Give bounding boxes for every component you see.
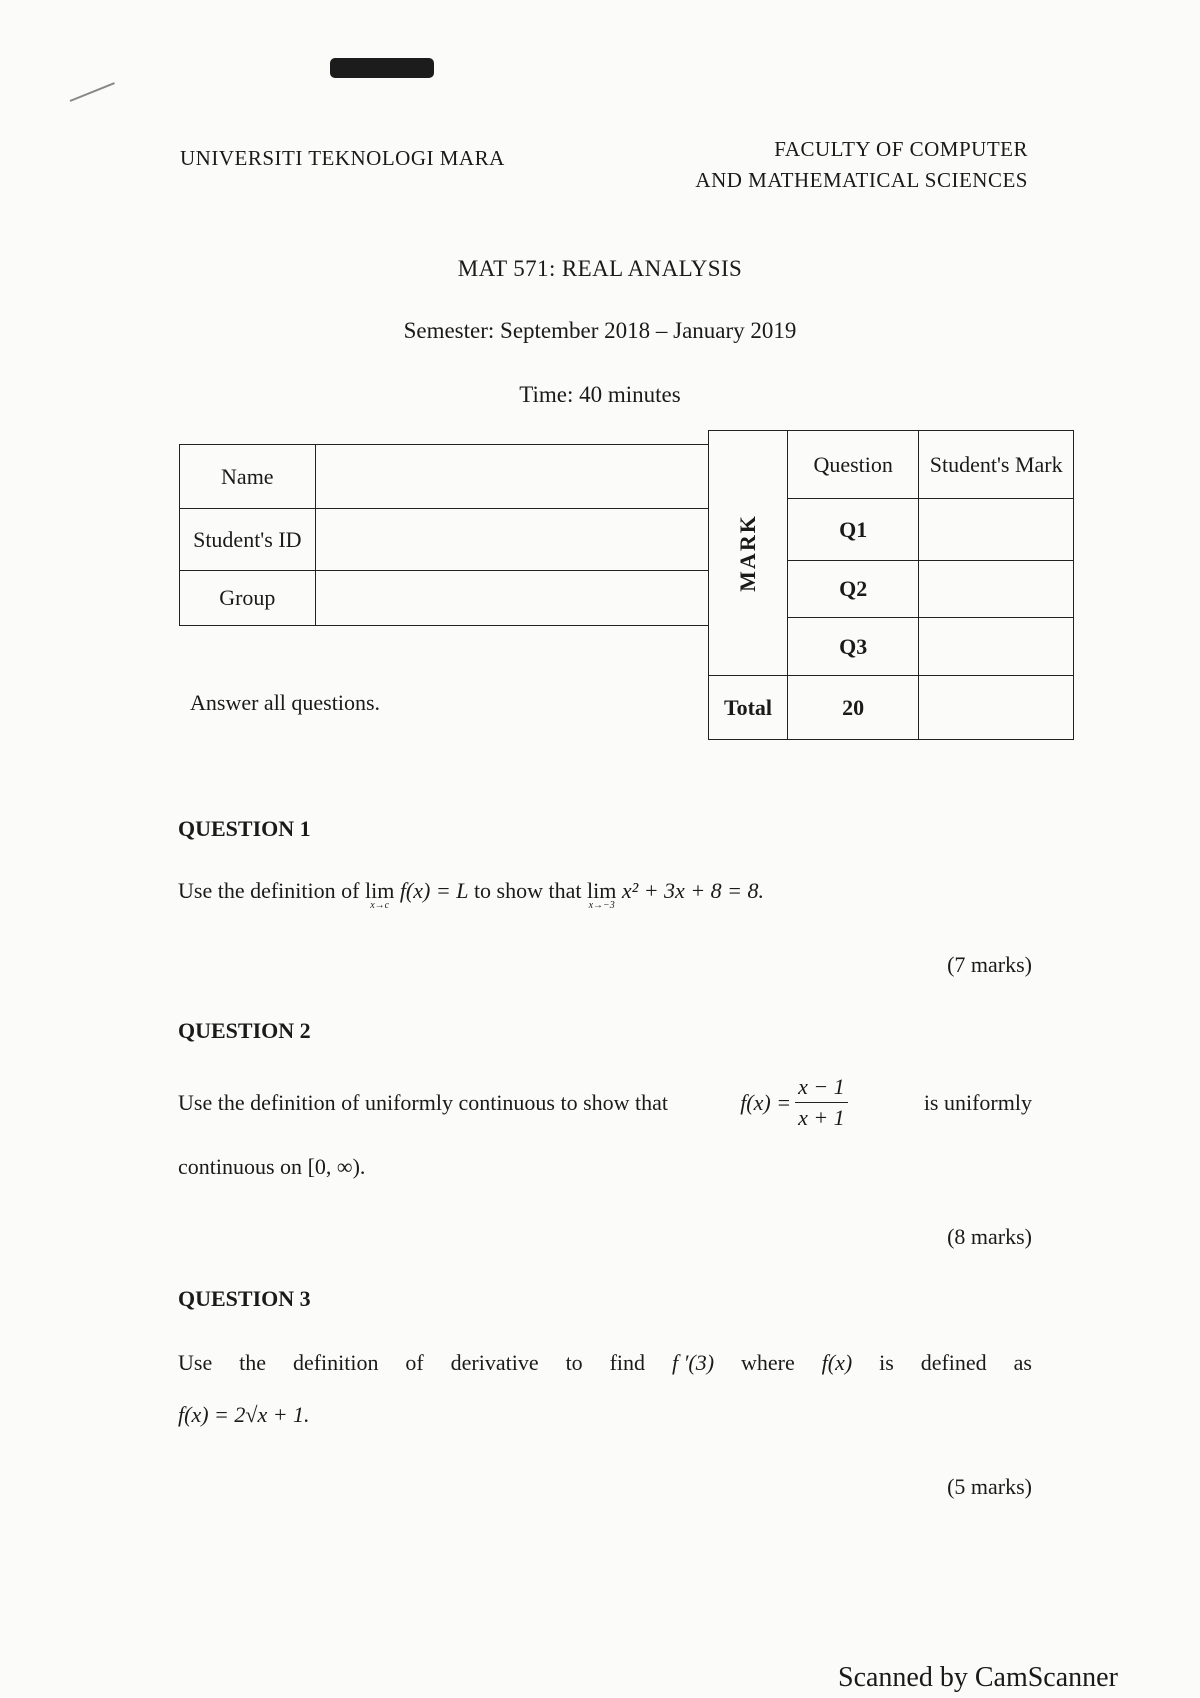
total-mark-field[interactable] xyxy=(919,676,1074,740)
q2-fraction xyxy=(795,1072,848,1133)
q1-expression-1: f(x) = L xyxy=(399,878,469,903)
q1-mark-field[interactable] xyxy=(919,499,1074,561)
student-info-table xyxy=(179,444,709,626)
question-1-heading: QUESTION 1 xyxy=(178,816,311,841)
q2-denominator: x + 1 xyxy=(798,1105,845,1130)
mark-header-row xyxy=(709,431,1074,499)
question-3-line-1 xyxy=(178,1350,1032,1376)
mark-side-label: MARK xyxy=(734,514,760,592)
q3-mark-field[interactable] xyxy=(919,618,1074,676)
q3-word: definition xyxy=(292,1350,379,1375)
student-id-label: Student's ID xyxy=(180,509,316,571)
pen-stroke xyxy=(70,82,115,102)
info-row-id xyxy=(180,509,709,571)
q3-word: the xyxy=(239,1350,267,1375)
q3-word: Use xyxy=(178,1350,213,1375)
q1-label: Q1 xyxy=(787,499,918,561)
name-field[interactable] xyxy=(315,445,708,509)
question-1-marks: (7 marks) xyxy=(947,952,1032,977)
semester: Semester: September 2018 – January 2019 xyxy=(403,318,797,343)
q2-text-part-2: is uniformly xyxy=(923,1089,1032,1115)
q2-text-part-3: continuous on xyxy=(178,1154,303,1179)
faculty-name xyxy=(660,134,1028,196)
exam-time: Time: 40 minutes xyxy=(519,382,681,407)
question-3-heading: QUESTION 3 xyxy=(178,1286,311,1311)
scanner-watermark: Scanned by CamScanner xyxy=(838,1662,1118,1693)
q1-limit-1 xyxy=(364,878,395,911)
q3-word: where xyxy=(740,1350,795,1375)
q3-label: Q3 xyxy=(787,618,918,676)
q2-label: Q2 xyxy=(787,561,918,618)
info-row-name xyxy=(180,445,709,509)
student-mark-col-header: Student's Mark xyxy=(919,431,1074,499)
name-label: Name xyxy=(180,445,316,509)
mark-side-cell xyxy=(709,431,788,676)
university-name: UNIVERSITI TEKNOLOGI MARA xyxy=(180,146,505,170)
q2-mark-field[interactable] xyxy=(919,561,1074,618)
q3-word: defined xyxy=(920,1350,987,1375)
mark-table xyxy=(708,430,1074,740)
q3-derivative-term: f ′(3) xyxy=(671,1350,715,1375)
total-label: Total xyxy=(709,676,788,740)
q1-lim-word-2: lim xyxy=(587,878,617,903)
q2-function xyxy=(740,1072,852,1133)
question-1-text xyxy=(178,878,1032,911)
question-2-line-2 xyxy=(178,1154,1032,1180)
q3-word: as xyxy=(1013,1350,1032,1375)
q1-lim-sub-2: x→−3 xyxy=(588,900,615,911)
student-id-field[interactable] xyxy=(315,509,708,571)
q1-expression-2: x² + 3x + 8 = 8. xyxy=(621,878,765,903)
q1-lim-sub-1: x→c xyxy=(370,900,390,911)
q2-text-part-1: Use the definition of uniformly continuous to show that xyxy=(178,1089,669,1115)
mark-row-total xyxy=(709,676,1074,740)
q1-text-part-2: to show that xyxy=(473,878,582,903)
q1-lim-word-1: lim xyxy=(364,878,395,903)
q1-limit-2 xyxy=(587,878,617,911)
question-2-marks: (8 marks) xyxy=(947,1224,1032,1249)
question-3-line-2: f(x) = 2√x + 1. xyxy=(178,1402,310,1427)
question-2-line-1 xyxy=(178,1072,1032,1133)
q3-word: of xyxy=(405,1350,424,1375)
instruction: Answer all questions. xyxy=(190,690,381,715)
question-2-heading: QUESTION 2 xyxy=(178,1018,311,1043)
q1-text-part-1: Use the definition of xyxy=(178,878,360,903)
course-title: MAT 571: REAL ANALYSIS xyxy=(457,256,743,281)
q3-word: derivative xyxy=(450,1350,539,1375)
q2-numerator: x − 1 xyxy=(795,1072,848,1103)
q3-word: is xyxy=(879,1350,894,1375)
group-field[interactable] xyxy=(315,571,708,626)
q2-interval: [0, ∞). xyxy=(307,1154,366,1179)
q3-word: find xyxy=(609,1350,646,1375)
faculty-line-1: FACULTY OF COMPUTER xyxy=(774,137,1028,161)
redacted-mark xyxy=(330,58,434,78)
question-col-header: Question xyxy=(787,431,918,499)
info-row-group xyxy=(180,571,709,626)
faculty-line-2: AND MATHEMATICAL SCIENCES xyxy=(695,168,1028,192)
group-label: Group xyxy=(180,571,316,626)
q2-fx: f(x) = xyxy=(740,1089,792,1115)
total-value: 20 xyxy=(787,676,918,740)
question-3-marks: (5 marks) xyxy=(947,1474,1032,1499)
q3-function-term: f(x) xyxy=(821,1350,853,1375)
q3-word: to xyxy=(565,1350,583,1375)
